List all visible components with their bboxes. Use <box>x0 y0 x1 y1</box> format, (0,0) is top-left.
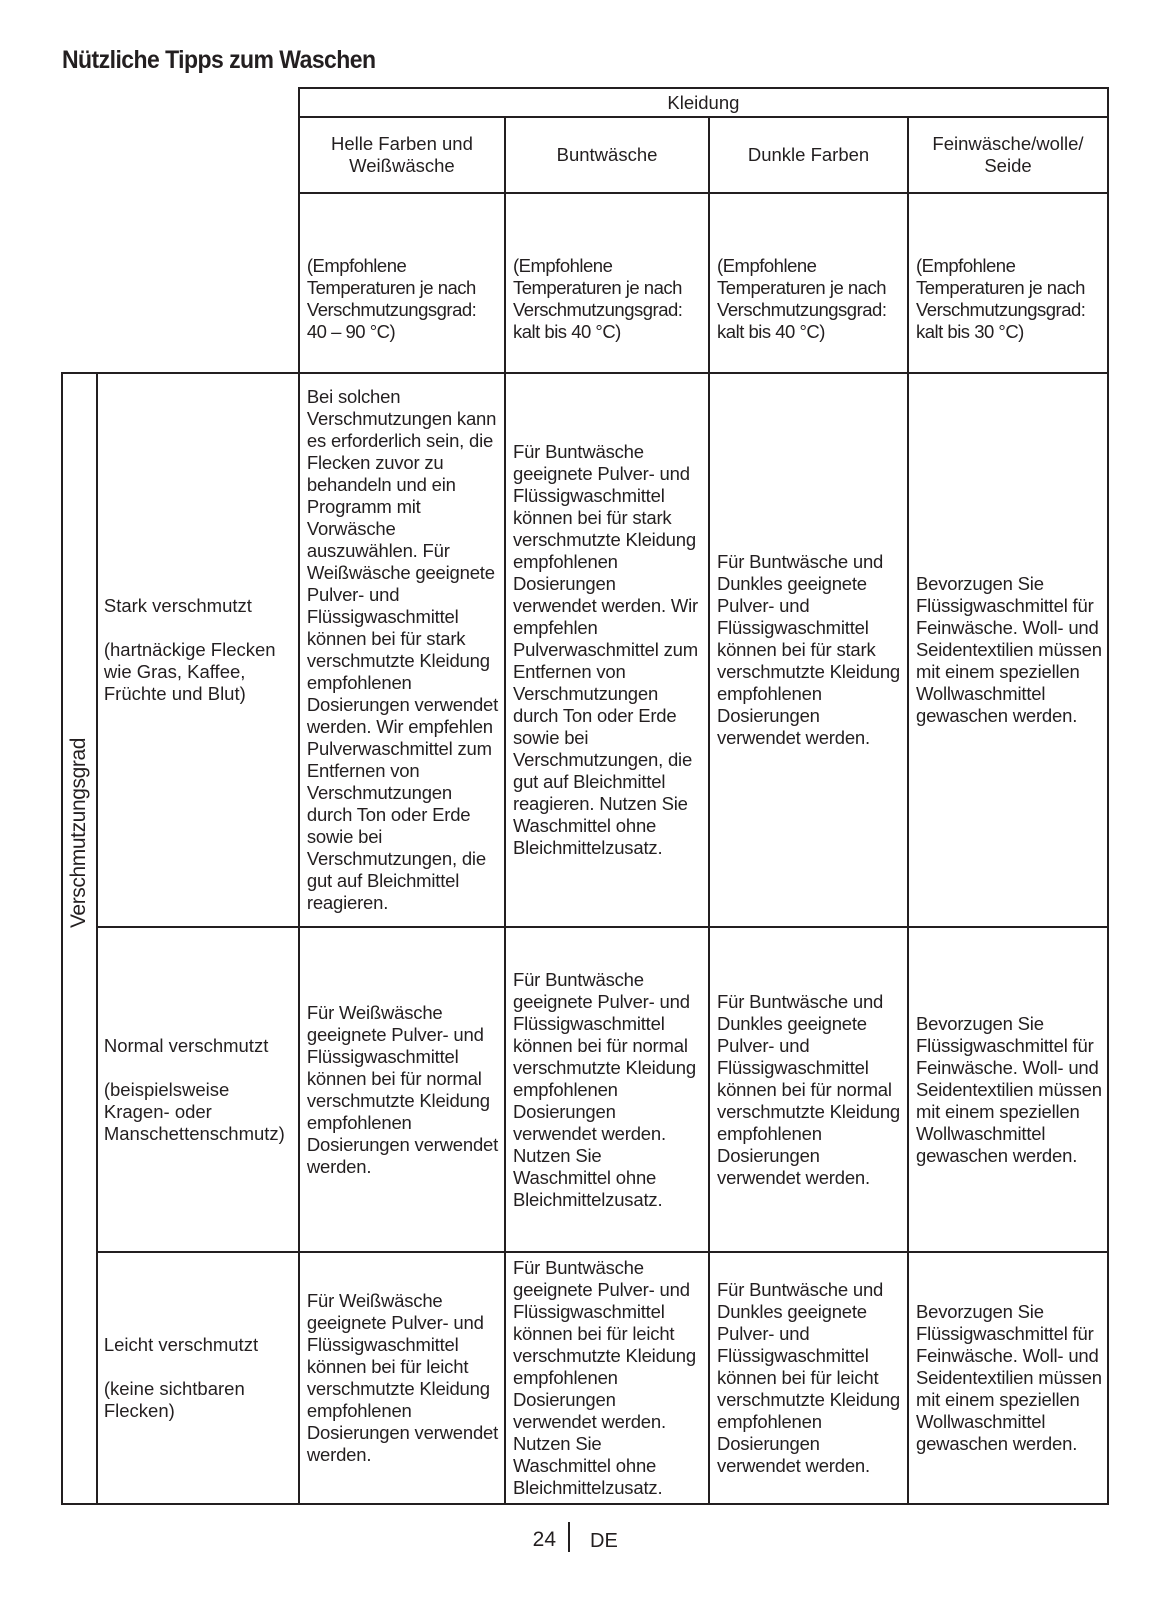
column-header-row <box>62 117 1108 193</box>
level-title: Leicht verschmutzt <box>103 1334 259 1355</box>
tip-cell: Bei solchen Verschmutzungen kann es erforderlich sein, die Flecken zuvor zu behandeln und ein Programm mit Vorwäsche auszuwählen. Für Weißwäsche geeignete Pulver- und Flüssigwaschmittel können bei für stark verschmutzte Kleidung empfohlenen Dosierungen verwendet werden. Wir empfehlen Pulverwaschmittel zum Entfernen von Verschmutzungen durch Ton oder Erde sowie bei Verschmutzungen, die gut auf Bleichmittel reagieren. <box>299 373 505 927</box>
temperature-cell: (Empfohlene Temperaturen je nach Verschmutzungsgrad: kalt bis 40 °C) <box>709 193 908 373</box>
tip-cell: Für Buntwäsche geeignete Pulver- und Flüssigwaschmittel können bei für leicht verschmutzte Kleidung empfohlenen Dosierungen verwendet werden. Nutzen Sie Waschmittel ohne Bleichmittelzusatz. <box>505 1252 709 1504</box>
page-footer <box>0 1522 1166 1556</box>
tip-cell: Bevorzugen Sie Flüssigwaschmittel für Feinwäsche. Woll- und Seidentextilien müssen mit einem speziellen Wollwaschmittel gewaschen werden. <box>908 927 1108 1252</box>
row-axis-label: Verschmutzungsgrad <box>67 737 91 929</box>
language-code: DE <box>590 1530 618 1552</box>
group-header-row <box>62 88 1108 117</box>
column-header-fein: Feinwäsche/wolle/ Seide <box>908 117 1108 193</box>
tip-cell: Für Buntwäsche und Dunkles geeignete Pulver- und Flüssigwaschmittel können bei für stark verschmutzte Kleidung empfohlenen Dosierungen verwendet werden. <box>709 373 908 927</box>
tip-cell: Für Buntwäsche geeignete Pulver- und Flüssigwaschmittel können bei für normal verschmutzte Kleidung empfohlenen Dosierungen verwendet werden. Nutzen Sie Waschmittel ohne Bleichmittelzusatz. <box>505 927 709 1252</box>
column-header-hell-weiss: Helle Farben und Weißwäsche <box>299 117 505 193</box>
footer-divider <box>568 1522 570 1552</box>
level-title: Normal verschmutzt <box>103 1034 269 1056</box>
level-description: (hartnäckige Flecken wie Gras, Kaffee, Früchte und Blut) <box>103 639 276 704</box>
table-row-stark <box>62 373 1108 927</box>
level-title: Stark verschmutzt <box>103 595 252 616</box>
group-header-kleidung: Kleidung <box>299 88 1108 117</box>
table-row-normal <box>62 927 1108 1252</box>
page-title: Nützliche Tipps zum Waschen <box>62 46 376 74</box>
temperature-cell: (Empfohlene Temperaturen je nach Verschmutzungsgrad: kalt bis 40 °C) <box>505 193 709 373</box>
tip-cell: Für Buntwäsche geeignete Pulver- und Flüssigwaschmittel können bei für stark verschmutzte Kleidung empfohlenen Dosierungen verwendet werden. Wir empfehlen Pulverwaschmittel zum Entfernen von Verschmutzungen durch Ton oder Erde sowie bei Verschmutzungen, die gut auf Bleichmittel reagieren. Nutzen Sie Waschmittel ohne Bleichmittelzusatz. <box>505 373 709 927</box>
level-cell-normal <box>97 927 299 1252</box>
tip-cell: Bevorzugen Sie Flüssigwaschmittel für Feinwäsche. Woll- und Seidentextilien müssen mit einem speziellen Wollwaschmittel gewaschen werden. <box>908 373 1108 927</box>
level-description: (beispielsweise Kragen- oder Manschettenschmutz) <box>103 1078 285 1144</box>
level-description: (keine sichtbaren Flecken) <box>103 1378 245 1421</box>
column-header-dunkel: Dunkle Farben <box>709 117 908 193</box>
washing-tips-table <box>61 87 1109 1505</box>
temperature-cell: (Empfohlene Temperaturen je nach Verschmutzungsgrad: kalt bis 30 °C) <box>908 193 1108 373</box>
table-row-leicht <box>62 1252 1108 1504</box>
level-cell-stark <box>97 373 299 927</box>
column-header-bunt: Buntwäsche <box>505 117 709 193</box>
tip-cell: Bevorzugen Sie Flüssigwaschmittel für Feinwäsche. Woll- und Seidentextilien müssen mit einem speziellen Wollwaschmittel gewaschen werden. <box>908 1252 1108 1504</box>
page-number: 24 <box>532 1528 556 1551</box>
level-cell-leicht <box>97 1252 299 1504</box>
temperature-row <box>62 193 1108 373</box>
temperature-cell: (Empfohlene Temperaturen je nach Verschmutzungsgrad: 40 – 90 °C) <box>299 193 505 373</box>
tip-cell: Für Buntwäsche und Dunkles geeignete Pulver- und Flüssigwaschmittel können bei für leicht verschmutzte Kleidung empfohlenen Dosierungen verwendet werden. <box>709 1252 908 1504</box>
row-axis-cell <box>62 373 97 1504</box>
tip-cell: Für Weißwäsche geeignete Pulver- und Flüssigwaschmittel können bei für normal verschmutzte Kleidung empfohlenen Dosierungen verwendet werden. <box>299 927 505 1252</box>
tip-cell: Für Weißwäsche geeignete Pulver- und Flüssigwaschmittel können bei für leicht verschmutzte Kleidung empfohlenen Dosierungen verwendet werden. <box>299 1252 505 1504</box>
tip-cell: Für Buntwäsche und Dunkles geeignete Pulver- und Flüssigwaschmittel können bei für normal verschmutzte Kleidung empfohlenen Dosierungen verwendet werden. <box>709 927 908 1252</box>
